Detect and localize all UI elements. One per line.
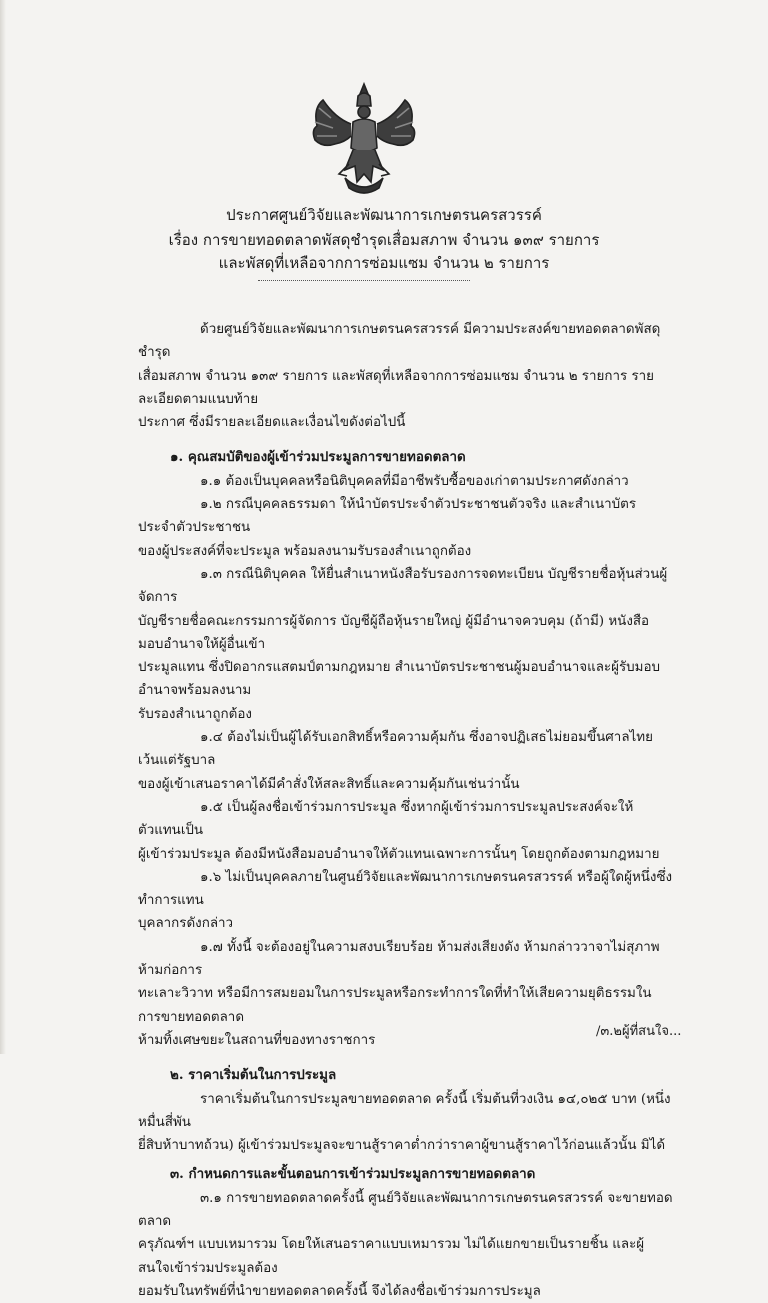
clause-1-2-cont: ของผู้ประสงค์ที่จะประมูล พร้อมลงนามรับรองสำเนาถูกต้อง — [138, 543, 472, 559]
clause-1-3-cont: บัญชีรายชื่อคณะกรรมการผู้จัดการ บัญชีผู้ถือหุ้นรายใหญ่ ผู้มีอำนาจควบคุม (ถ้ามี) หนังสือมอบอำนาจให้ผู้อื่นเข้า — [138, 613, 650, 652]
paragraph-intro-cont: ประกาศ ซึ่งมีรายละเอียดและเงื่อนไขดังต่อไปนี้ — [138, 415, 406, 431]
clause-2-cont: ยี่สิบห้าบาทถ้วน) ผู้เข้าร่วมประมูลจะขานสู้ราคาต่ำกว่าราคาผู้ขานสู้ราคาไว้ก่อนแล้วนั้น มิได้ — [138, 1138, 666, 1154]
clause-2: ราคาเริ่มต้นในการประมูลขายทอดตลาด ครั้งนี้ เริ่มต้นที่วงเงิน ๑๔,๐๒๕ บาท (หนึ่งหมื่นสี่พัน — [138, 1091, 671, 1130]
page-continuation: /๓.๒ผู้ที่สนใจ... — [596, 1024, 682, 1039]
announcement-title: ประกาศศูนย์วิจัยและพัฒนาการเกษตรนครสวรรค์ — [226, 206, 542, 224]
clause-1-5: ๑.๕ เป็นผู้ลงชื่อเข้าร่วมการประมูล ซึ่งหากผู้เข้าร่วมการประมูลประสงค์จะให้ตัวแทนเป็น — [138, 799, 634, 839]
section-heading-3: ๓. กำหนดการและขั้นตอนการเข้าร่วมประมูลการขายทอดตลาด — [170, 1166, 536, 1183]
clause-1-7-cont: ห้ามทิ้งเศษขยะในสถานที่ของทางราชการ — [138, 1032, 376, 1048]
announcement-subject-cont: และพัสดุที่เหลือจากการซ่อมแซม จำนวน ๒ รายการ — [218, 254, 550, 272]
clause-3-1-cont: ยอมรับในทรัพย์ที่นำขายทอดตลาดครั้งนี้ จึงได้ลงชื่อเข้าร่วมการประมูล — [138, 1283, 541, 1299]
clause-1-1: ๑.๑ ต้องเป็นบุคคลหรือนิติบุคคลที่มีอาชีพรับซื้อของเก่าตามประกาศดังกล่าว — [200, 473, 629, 489]
clause-1-7-cont: ทะเลาะวิวาท หรือมีการสมยอมในการประมูลหรือกระทำการใดที่ทำให้เสียความยุติธรรมในการขายทอดตลาด — [138, 986, 652, 1025]
paragraph-intro-cont: เสื่อมสภาพ จำนวน ๑๓๙ รายการ และพัสดุที่เหลือจากการซ่อมแซม จำนวน ๒ รายการ รายละเอียดตามแนบท้าย — [138, 368, 654, 407]
announcement-subject: เรื่อง การขายทอดตลาดพัสดุชำรุดเสื่อมสภาพ จำนวน ๑๓๙ รายการ — [168, 231, 600, 249]
clause-1-4-cont: ของผู้เข้าเสนอราคาได้มีคำสั่งให้สละสิทธิ์และความคุ้มกันเช่นว่านั้น — [138, 776, 520, 792]
clause-3-1-cont: ครุภัณฑ์ฯ แบบเหมารวม โดยให้เสนอราคาแบบเหมารวม ไม่ได้แยกขายเป็นรายชิ้น และผู้สนใจเข้าร่วมประมูลต้อง — [138, 1237, 645, 1276]
clause-1-3: ๑.๓ กรณีนิติบุคคล ให้ยื่นสำเนาหนังสือรับรองการจดทะเบียน บัญชีรายชื่อหุ้นส่วนผู้จัดการ — [138, 566, 668, 606]
section-heading-1: ๑. คุณสมบัติของผู้เข้าร่วมประมูลการขายทอดตลาด — [170, 449, 466, 466]
clause-1-6: ๑.๖ ไม่เป็นบุคคลภายในศูนย์วิจัยและพัฒนาการเกษตรนครสวรรค์ หรือผู้ใดผู้หนึ่งซึ่งทำการแทน — [138, 869, 673, 909]
clause-1-5-cont: ผู้เข้าร่วมประมูล ต้องมีหนังสือมอบอำนาจให้ตัวแทนเฉพาะการนั้นๆ โดยถูกต้องตามกฎหมาย — [138, 846, 660, 862]
clause-1-3-cont: รับรองสำเนาถูกต้อง — [138, 706, 252, 722]
document-body — [138, 318, 673, 1303]
clause-3-1: ๓.๑ การขายทอดตลาดครั้งนี้ ศูนย์วิจัยและพัฒนาการเกษตรนครสวรรค์ จะขายทอดตลาด — [138, 1190, 673, 1229]
clause-1-4: ๑.๔ ต้องไม่เป็นผู้ได้รับเอกสิทธิ์หรือความคุ้มกัน ซึ่งอาจปฏิเสธไม่ยอมขึ้นศาลไทย เว้นแต่รัฐบาล — [138, 730, 653, 769]
dotted-divider — [258, 280, 470, 281]
clause-1-7: ๑.๗ ทั้งนี้ จะต้องอยู่ในความสงบเรียบร้อย ห้ามส่งเสียงดัง ห้ามกล่าววาจาไม่สุภาพ ห้ามก่อการ — [138, 939, 660, 979]
garuda-emblem-icon — [305, 78, 423, 198]
paragraph-intro: ด้วยศูนย์วิจัยและพัฒนาการเกษตรนครสวรรค์ มีความประสงค์ขายทอดตลาดพัสดุชำรุด — [138, 322, 661, 361]
scan-edge — [0, 0, 6, 1054]
clause-1-2: ๑.๒ กรณีบุคคลธรรมดา ให้นำบัตรประจำตัวประชาชนตัวจริง และสำเนาบัตรประจำตัวประชาชน — [138, 497, 637, 536]
section-heading-2: ๒. ราคาเริ่มต้นในการประมูล — [170, 1067, 337, 1084]
clause-1-3-cont: ประมูลแทน ซึ่งปิดอากรแสตมป์ตามกฎหมาย สำเนาบัตรประชาชนผู้มอบอำนาจและผู้รับมอบอำนาจพร้อมลงนาม — [138, 660, 661, 699]
clause-1-6-cont: บุคลากรดังกล่าว — [138, 916, 234, 932]
